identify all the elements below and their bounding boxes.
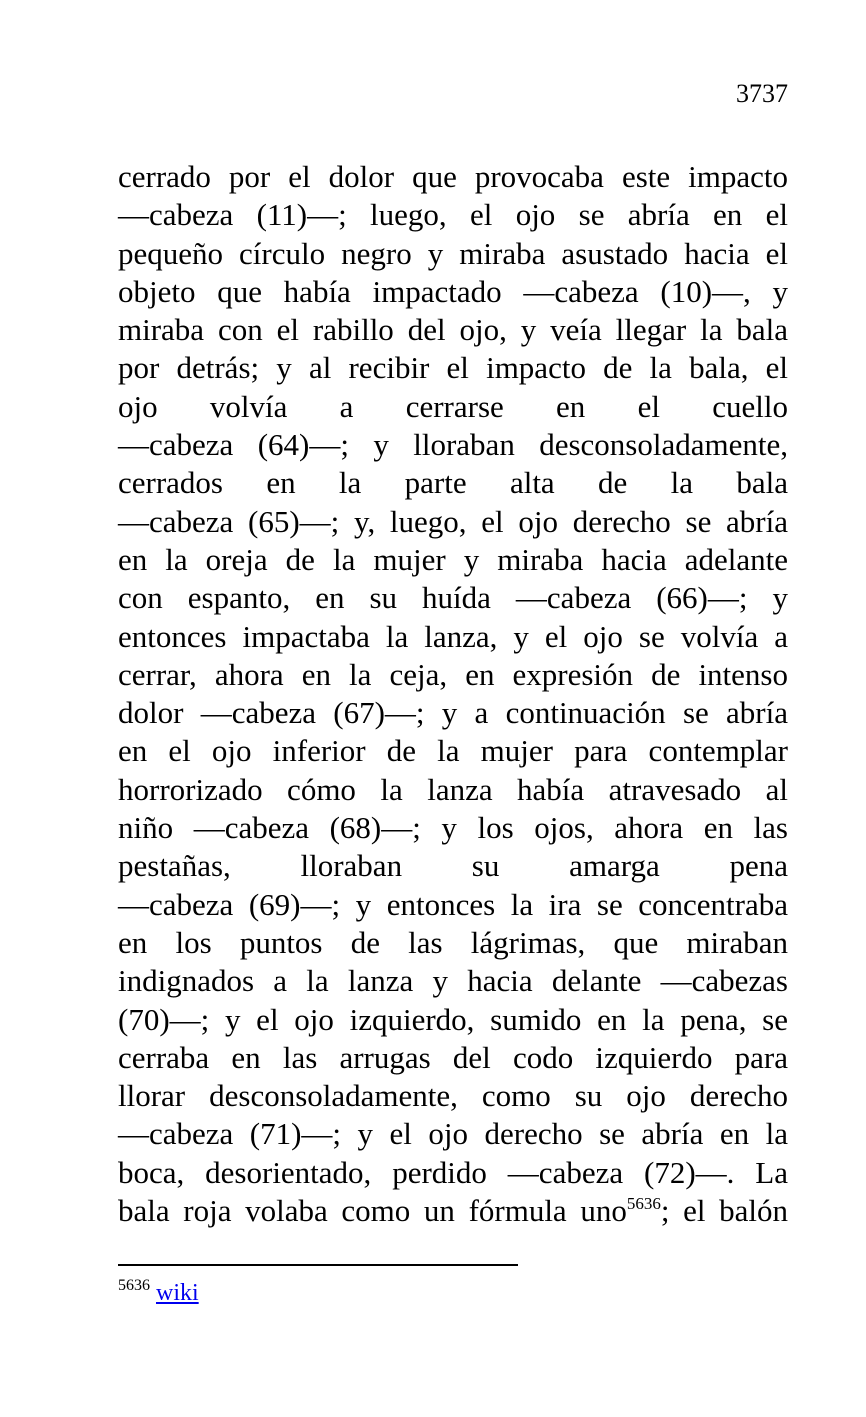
footnote-reference[interactable]: 5636 [626,1194,661,1214]
text-line: con espanto, en su huída —cabeza (66)—; y [118,580,788,616]
text-line: cerrar, ahora en la ceja, en expresión de intenso [118,656,788,692]
text-line: por detrás; y al recibir el impacto de la bala, el [118,350,788,386]
text-line: (70)—; y el ojo izquierdo, sumido en la pena, se [118,1001,788,1037]
footnote [118,1278,199,1308]
body-paragraph [118,158,788,1230]
page-number: 3737 [736,79,788,108]
text-line: boca, desorientado, perdido —cabeza (72)—. La [118,1154,788,1190]
text-line: entonces impactaba la lanza, y el ojo se volvía a [118,618,788,654]
text-line: miraba con el rabillo del ojo, y veía llegar la bala [118,312,788,348]
footnote-wiki-link[interactable]: wiki [156,1280,199,1306]
text-line: —cabeza (71)—; y el ojo derecho se abría en la [118,1116,788,1152]
footnote-separator [118,1264,518,1266]
text-line: en la oreja de la mujer y miraba hacia adelante [118,541,788,577]
text-line: —cabeza (64)—; y lloraban desconsoladamente, [118,427,788,463]
text-line: llorar desconsoladamente, como su ojo derecho [118,1078,788,1114]
text-line: en los puntos de las lágrimas, que miraban [118,924,788,960]
text-line: objeto que había impactado —cabeza (10)—, y [118,273,788,309]
text-line: horrorizado cómo la lanza había atravesado al [118,771,788,807]
text-line-last [118,1192,788,1230]
text-line: cerraba en las arrugas del codo izquierdo para [118,1039,788,1075]
text-line: cerrado por el dolor que provocaba este impacto [118,159,788,194]
text-line: —cabeza (65)—; y, luego, el ojo derecho se abría [118,503,788,539]
text-line: —cabeza (11)—; luego, el ojo se abría en el [118,197,788,233]
text-line: ojo volvía a cerrarse en el cuello [118,388,788,424]
text-line: cerrados en la parte alta de la bala [118,465,788,501]
text-line: indignados a la lanza y hacia delante —cabezas [118,963,788,999]
text-line: en el ojo inferior de la mujer para contemplar [118,733,788,769]
text-line-last-start: bala roja volaba como un fórmula uno [118,1193,627,1229]
text-line: —cabeza (69)—; y entonces la ira se concentraba [118,886,788,922]
text-line: dolor —cabeza (67)—; y a continuación se abría [118,695,788,731]
text-line-last-end: ; el balón [660,1193,788,1229]
footnote-number: 5636 [118,1277,150,1294]
text-line: pequeño círculo negro y miraba asustado hacia el [118,235,788,271]
text-line: niño —cabeza (68)—; y los ojos, ahora en las [118,810,788,846]
text-line: pestañas, lloraban su amarga pena [118,848,788,884]
